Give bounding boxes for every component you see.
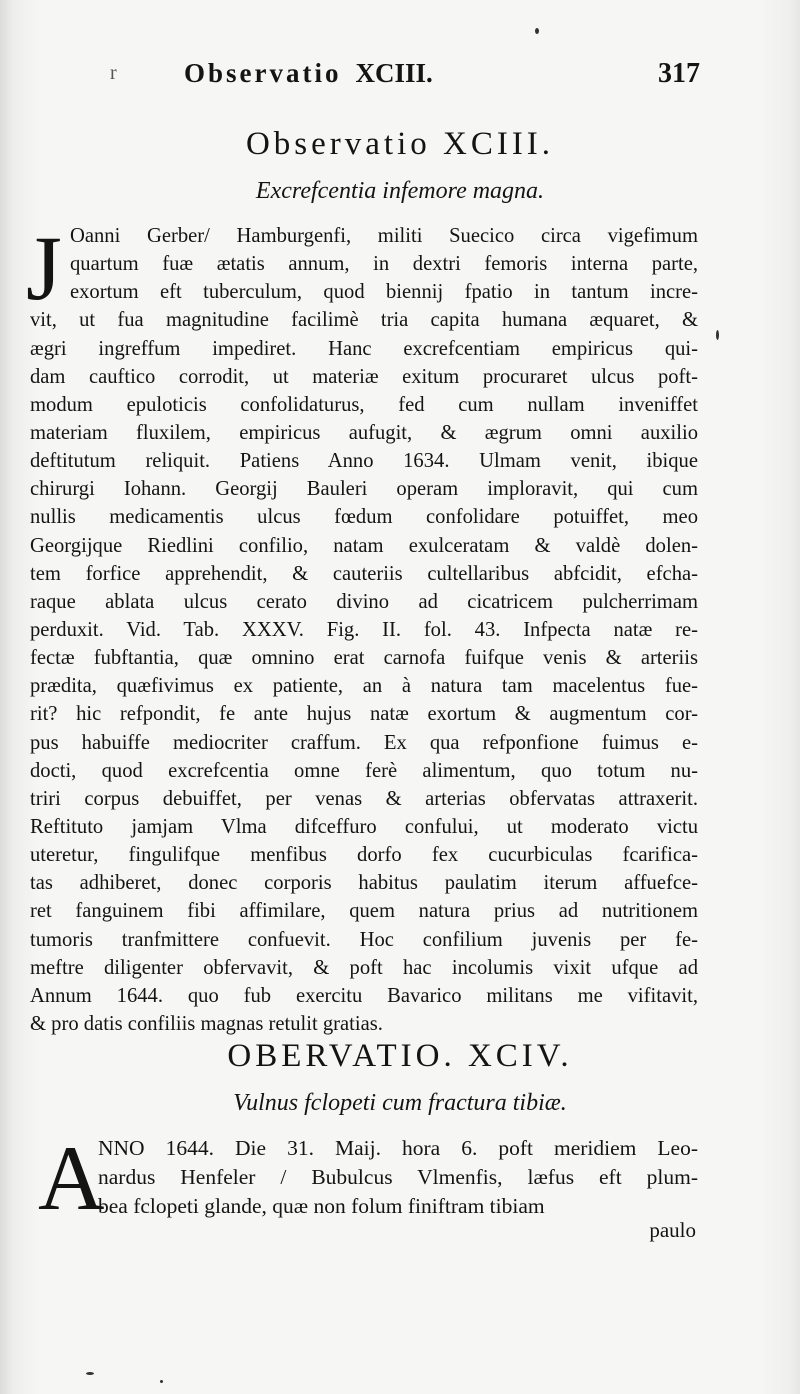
catchword: paulo [649, 1218, 696, 1242]
text-line: Annum 1644. quo fub exercitu Bavarico militans me vifitavit, [30, 984, 698, 1007]
observation-93-dropcap: J [26, 217, 62, 319]
text-line: quartum fuæ ætatis annum, in dextri femoris interna parte, [70, 253, 698, 276]
text-line: tas adhiberet, donec corporis habitus paulatim iterum affuefce- [30, 872, 698, 895]
text-line: uteretur, fingulifque menfibus dorfo fex cucurbiculas fcarifica- [30, 844, 698, 867]
text-line: NNO 1644. Die 31. Maij. hora 6. poft meridiem Leo- [98, 1136, 698, 1160]
observation-94-subtitle: Vulnus fclopeti cum fractura tibiæ. [233, 1090, 567, 1116]
text-line: dam cauftico corrodit, ut materiæ exitum procuraret ulcus poft- [30, 365, 698, 388]
text-line: exortum eft tuberculum, quod biennij fpatio in tantum incre- [70, 281, 698, 304]
ink-speck [535, 28, 539, 34]
running-head-mark: r [110, 62, 117, 84]
running-head [110, 58, 700, 98]
observation-94-text [98, 1134, 698, 1221]
text-line: deftitutum reliquit. Patiens Anno 1634. Ulmam venit, ibique [30, 450, 698, 473]
text-line: perduxit. Vid. Tab. XXXV. Fig. II. fol. 43. Infpecta natæ re- [30, 618, 698, 641]
observation-93-heading: Observatio XCIII. [245, 126, 555, 162]
text-line: tumoris tranfmittere confuevit. Hoc confilium juvenis per fe- [30, 928, 698, 951]
observation-93-text [30, 222, 698, 1038]
text-line: triri corpus debuiffet, per venas & arterias obfervatas attraxerit. [30, 787, 698, 810]
text-line: Georgijque Riedlini confilio, natam exulceratam & valdè dolen- [30, 534, 698, 557]
running-head-number: XCIII. [355, 58, 433, 88]
text-line: vit, ut fua magnitudine facilimè tria capita humana æquaret, & [30, 309, 698, 332]
text-line: prædita, quæfivimus ex patiente, an à natura tam macelentus fue- [30, 675, 698, 698]
text-line: materiam fluxilem, empiricus aufugit, & ægrum omni auxilio [30, 421, 698, 444]
text-line: ret fanguinem fibi affimilare, quem natura prius ad nutritionem [30, 900, 698, 923]
text-line: pus habuiffe mediocriter craffum. Ex qua refponfione fuimus e- [30, 731, 698, 754]
text-line: tem forfice apprehendit, & cauteriis cultellaribus abfcidit, efcha- [30, 562, 698, 585]
ink-speck [160, 1380, 163, 1383]
text-line: fectæ fubftantia, quæ omnino erat carnofa fuifque venis & arteriis [30, 647, 698, 670]
text-line: raque ablata ulcus cerato divino ad cicatricem pulcherrimam [30, 590, 698, 613]
running-head-word: Observatio [184, 58, 342, 88]
text-line: docti, quod excrefcentia omne ferè alimentum, quo totum nu- [30, 759, 698, 782]
text-line: Oanni Gerber/ Hamburgenfi, militi Suecico circa vigefimum [70, 225, 698, 247]
observation-93-subtitle: Excrefcentia infemore magna. [255, 178, 545, 204]
ink-speck [86, 1372, 94, 1375]
text-line: nullis medicamentis ulcus fœdum confolidare potuiffet, meo [30, 506, 698, 529]
text-line: rit? hic refpondit, fe ante hujus natæ exortum & augmentum cor- [30, 703, 698, 726]
text-line: ægri ingreffum impediret. Hanc excrefcentiam empiricus qui- [30, 337, 698, 360]
ink-speck [716, 330, 719, 340]
page-number: 317 [658, 58, 700, 89]
text-line: nardus Henfeler / Bubulcus Vlmenfis, læfus eft plum- [98, 1165, 698, 1189]
text-line: & pro datis confiliis magnas retulit gratias. [30, 1012, 383, 1035]
observation-94-heading: OBERVATIO. XCIV. [227, 1038, 573, 1074]
running-head-title [184, 58, 433, 89]
text-line: modum epuloticis confolidaturus, fed cum nullam inveniffet [30, 393, 698, 416]
text-line: bea fclopeti glande, quæ non folum finiftram tibiam [98, 1194, 545, 1218]
observation-94-dropcap: A [38, 1127, 105, 1229]
text-line: meftre diligenter obfervavit, & poft hac incolumis vixit ufque ad [30, 956, 698, 979]
text-line: chirurgi Iohann. Georgij Bauleri operam imploravit, qui cum [30, 478, 698, 501]
text-line: Reftituto jamjam Vlma difceffuro confului, ut moderato victu [30, 815, 698, 838]
